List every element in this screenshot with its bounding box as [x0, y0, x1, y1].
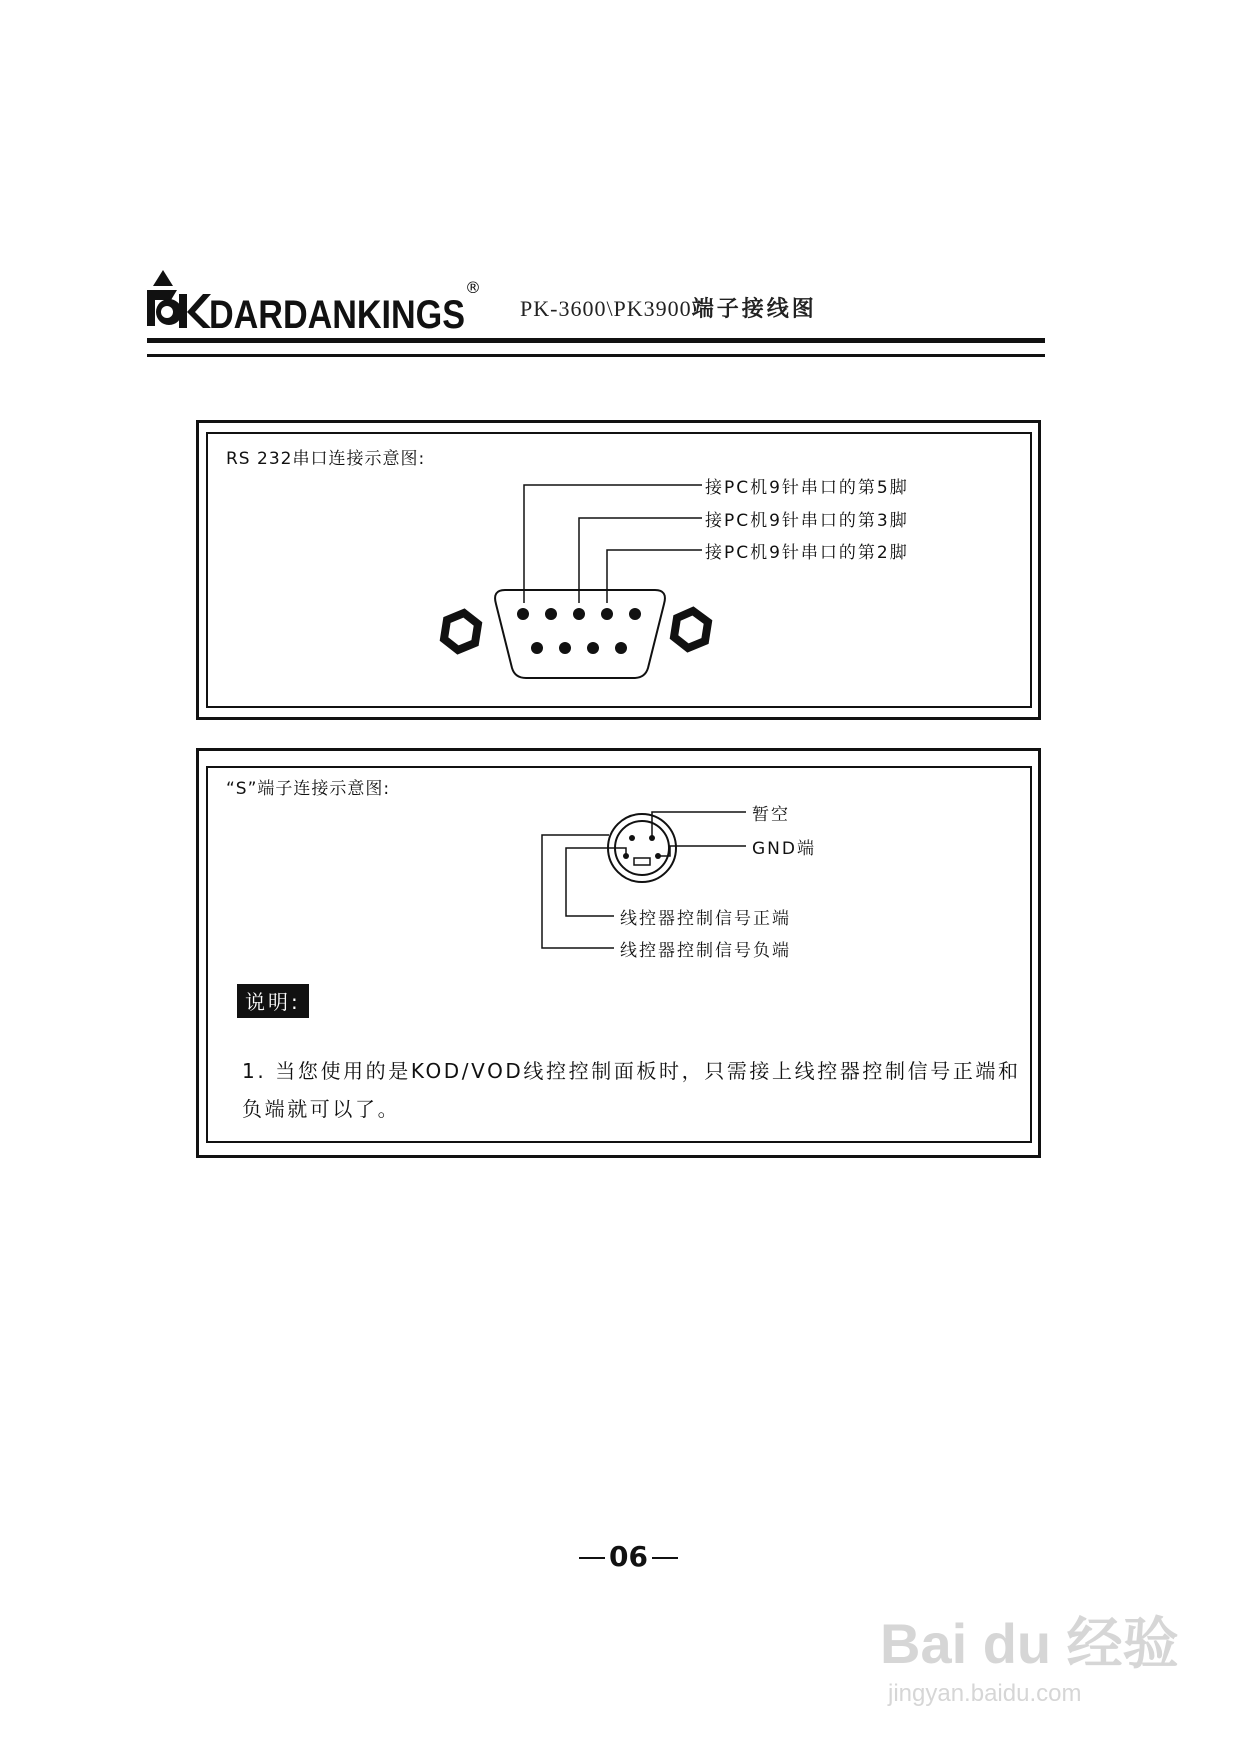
s-video-pin-top-left	[629, 835, 635, 841]
db9-pin-6	[531, 642, 543, 654]
s-terminal-label-positive: 线控器控制信号正端	[620, 909, 791, 929]
db9-pin-3	[573, 608, 585, 620]
hex-nut-right-icon	[674, 611, 708, 648]
db9-pin-1	[517, 608, 529, 620]
page-number	[575, 1540, 682, 1573]
db9-pins	[517, 608, 641, 654]
leader-pin-5	[524, 485, 702, 603]
registered-mark: ®	[465, 278, 481, 297]
leader-negative	[542, 835, 614, 948]
db9-leader-lines	[524, 485, 702, 603]
s-terminal-caption: “S”端子连接示意图:	[226, 779, 391, 799]
s-terminal-label-gnd: GND端	[752, 839, 816, 859]
page-number-value: 06	[609, 1540, 648, 1573]
db9-shell	[495, 590, 665, 678]
model-suffix: 端子接线图	[691, 297, 817, 322]
watermark-url: jingyan.baidu.com	[888, 1680, 1082, 1707]
model-prefix: PK-3600\PK3900	[520, 296, 692, 321]
db9-pin-8	[587, 642, 599, 654]
page-number-dash-left	[579, 1557, 605, 1559]
s-terminal-label-negative: 线控器控制信号负端	[620, 941, 791, 961]
rs232-caption: RS 232串口连接示意图:	[226, 449, 426, 469]
note-tag: 说明:	[237, 984, 309, 1018]
note-text: 1. 当您使用的是KOD/VOD线控控制面板时，只需接上线控器控制信号正端和负端就可以了。	[242, 1059, 1021, 1121]
svg-text:DARDANKINGS: DARDANKINGS	[209, 293, 465, 337]
rs232-label-pin3: 接PC机9针串口的第3脚	[705, 511, 909, 531]
db9-pin-5	[629, 608, 641, 620]
leader-gnd	[658, 846, 746, 856]
db9-pin-4	[601, 608, 613, 620]
db9-pin-9	[615, 642, 627, 654]
s-terminal-label-idle: 暂空	[752, 805, 790, 825]
leader-pin-2	[607, 550, 702, 603]
rs232-label-pin2: 接PC机9针串口的第2脚	[705, 543, 909, 563]
db9-connector	[444, 590, 708, 678]
page-number-dash-right	[652, 1557, 678, 1559]
s-video-key	[634, 858, 650, 865]
db9-pin-2	[545, 608, 557, 620]
watermark-brand: Bai du 经验	[880, 1612, 1179, 1675]
rs232-label-pin5: 接PC机9针串口的第5脚	[705, 478, 909, 498]
s-video-pins	[623, 835, 661, 859]
hex-nut-left-icon	[444, 613, 478, 650]
db9-pin-7	[559, 642, 571, 654]
watermark	[880, 1600, 1180, 1720]
